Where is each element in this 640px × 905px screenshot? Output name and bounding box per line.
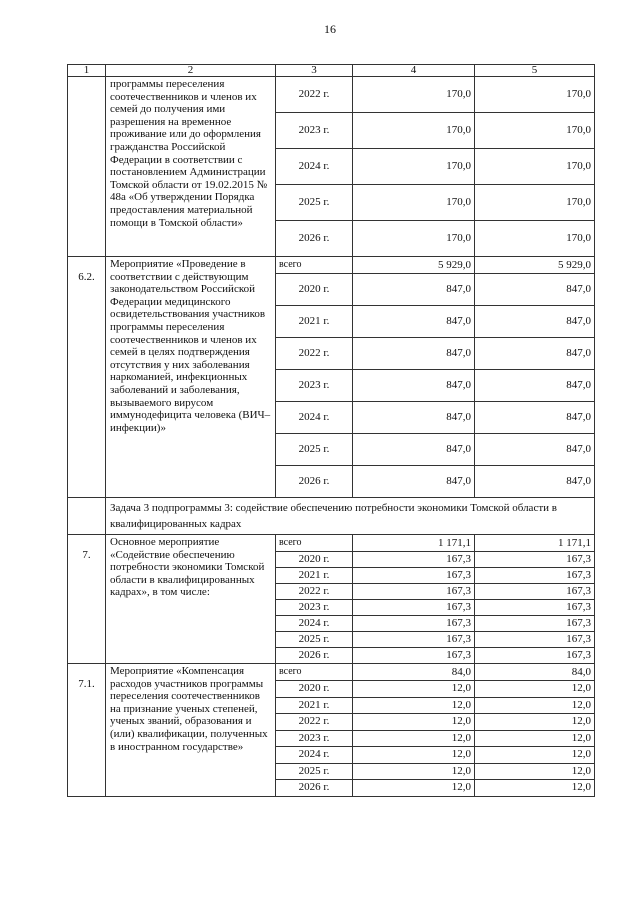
amount-col5: 170,0 xyxy=(475,185,595,221)
item-number: 7.1. xyxy=(68,664,106,797)
task-number-cell xyxy=(68,498,106,535)
period-cell: 2022 г. xyxy=(276,77,353,113)
period-cell: 2023 г. xyxy=(276,600,353,616)
item-description: программы переселения соотечественников и членов их семей до получения ими разрешения на временное проживание или до оформления гражданства Российской Федерации в соответствии с постановлением Администрации Томской области от 19.02.2015 № 48а «Об утверждении Порядка предоставления материальной помощи в Томской области» xyxy=(106,77,276,257)
table-body xyxy=(68,65,595,797)
page-number: 16 xyxy=(324,22,336,36)
amount-col4: 847,0 xyxy=(353,274,475,306)
period-cell: 2020 г. xyxy=(276,681,353,698)
item-number: 6.2. xyxy=(68,257,106,498)
amount-col4: 170,0 xyxy=(353,113,475,149)
amount-col4: 847,0 xyxy=(353,370,475,402)
period-cell: 2022 г. xyxy=(276,584,353,600)
amount-col5: 167,3 xyxy=(475,568,595,584)
amount-col4: 847,0 xyxy=(353,434,475,466)
amount-col5: 12,0 xyxy=(475,763,595,780)
header-col-2: 2 xyxy=(106,65,276,77)
amount-col5: 12,0 xyxy=(475,697,595,714)
period-cell: 2024 г. xyxy=(276,747,353,764)
period-cell: 2022 г. xyxy=(276,714,353,731)
amount-col5: 167,3 xyxy=(475,616,595,632)
amount-col5: 12,0 xyxy=(475,747,595,764)
amount-col4: 847,0 xyxy=(353,402,475,434)
amount-col4: 12,0 xyxy=(353,780,475,797)
period-cell: 2021 г. xyxy=(276,306,353,338)
item-description: Мероприятие «Компенсация расходов участников программы переселения соотечественников на признание ученых степеней, ученых званий, образования и (или) квалификации, полученных в иностранном государстве» xyxy=(106,664,276,797)
amount-col5: 847,0 xyxy=(475,338,595,370)
period-cell: 2021 г. xyxy=(276,568,353,584)
period-cell: 2024 г. xyxy=(276,616,353,632)
header-col-1: 1 xyxy=(68,65,106,77)
period-cell: 2024 г. xyxy=(276,402,353,434)
task-title: Задача 3 подпрограммы 3: содействие обеспечению потребности экономики Томской области в квалифицированных кадрах xyxy=(106,498,595,535)
amount-col4: 12,0 xyxy=(353,697,475,714)
amount-col4: 167,3 xyxy=(353,584,475,600)
amount-col5: 12,0 xyxy=(475,780,595,797)
amount-col5: 167,3 xyxy=(475,648,595,664)
header-col-5: 5 xyxy=(475,65,595,77)
header-col-4: 4 xyxy=(353,65,475,77)
period-cell: 2026 г. xyxy=(276,780,353,797)
period-cell: 2025 г. xyxy=(276,185,353,221)
period-cell: 2026 г. xyxy=(276,221,353,257)
item-description: Основное мероприятие «Содействие обеспечению потребности экономики Томской области в квалифицированных кадрах», в том числе: xyxy=(106,535,276,664)
amount-col5: 170,0 xyxy=(475,221,595,257)
amount-col4: 167,3 xyxy=(353,632,475,648)
period-cell: всего xyxy=(276,257,353,274)
amount-col4: 847,0 xyxy=(353,306,475,338)
period-cell: 2020 г. xyxy=(276,274,353,306)
period-cell: 2023 г. xyxy=(276,730,353,747)
amount-col5: 847,0 xyxy=(475,370,595,402)
amount-col5: 167,3 xyxy=(475,600,595,616)
amount-col5: 12,0 xyxy=(475,681,595,698)
amount-col5: 847,0 xyxy=(475,274,595,306)
amount-col4: 167,3 xyxy=(353,616,475,632)
amount-col5: 167,3 xyxy=(475,632,595,648)
task-row xyxy=(68,498,595,535)
amount-col4: 5 929,0 xyxy=(353,257,475,274)
amount-col4: 170,0 xyxy=(353,185,475,221)
header-row xyxy=(68,65,595,77)
total-row xyxy=(68,664,595,681)
amount-col5: 84,0 xyxy=(475,664,595,681)
period-cell: 2025 г. xyxy=(276,632,353,648)
amount-col4: 12,0 xyxy=(353,714,475,731)
amount-col5: 847,0 xyxy=(475,466,595,498)
period-cell: 2023 г. xyxy=(276,370,353,402)
amount-col5: 12,0 xyxy=(475,714,595,731)
total-row xyxy=(68,257,595,274)
amount-col5: 167,3 xyxy=(475,584,595,600)
item-number: 7. xyxy=(68,535,106,664)
amount-col4: 170,0 xyxy=(353,77,475,113)
amount-col5: 847,0 xyxy=(475,434,595,466)
amount-col5: 170,0 xyxy=(475,149,595,185)
amount-col4: 84,0 xyxy=(353,664,475,681)
amount-col4: 167,3 xyxy=(353,568,475,584)
amount-col4: 170,0 xyxy=(353,221,475,257)
amount-col5: 847,0 xyxy=(475,402,595,434)
amount-col5: 167,3 xyxy=(475,552,595,568)
period-cell: всего xyxy=(276,535,353,552)
amount-col5: 170,0 xyxy=(475,113,595,149)
period-cell: всего xyxy=(276,664,353,681)
amount-col4: 847,0 xyxy=(353,338,475,370)
amount-col4: 167,3 xyxy=(353,648,475,664)
year-row xyxy=(68,77,595,113)
amount-col4: 12,0 xyxy=(353,747,475,764)
amount-col5: 5 929,0 xyxy=(475,257,595,274)
amount-col5: 1 171,1 xyxy=(475,535,595,552)
amount-col4: 847,0 xyxy=(353,466,475,498)
period-cell: 2021 г. xyxy=(276,697,353,714)
item-number xyxy=(68,77,106,257)
period-cell: 2025 г. xyxy=(276,763,353,780)
period-cell: 2022 г. xyxy=(276,338,353,370)
amount-col4: 12,0 xyxy=(353,681,475,698)
item-description: Мероприятие «Проведение в соответствии с действующим законодательством Российской Федерации медицинского освидетельствования участников программы переселения соотечественников и членов их семей в целях подтверждения отсутствия у них заболевания наркоманией, инфекционных заболеваний и заболевания, вызываемого вирусом иммунодефицита человека (ВИЧ–инфекции)» xyxy=(106,257,276,498)
period-cell: 2026 г. xyxy=(276,648,353,664)
header-col-3: 3 xyxy=(276,65,353,77)
amount-col5: 12,0 xyxy=(475,730,595,747)
amount-col4: 1 171,1 xyxy=(353,535,475,552)
period-cell: 2026 г. xyxy=(276,466,353,498)
total-row xyxy=(68,535,595,552)
amount-col5: 847,0 xyxy=(475,306,595,338)
budget-table xyxy=(67,64,595,797)
period-cell: 2025 г. xyxy=(276,434,353,466)
amount-col5: 170,0 xyxy=(475,77,595,113)
period-cell: 2024 г. xyxy=(276,149,353,185)
amount-col4: 167,3 xyxy=(353,552,475,568)
period-cell: 2023 г. xyxy=(276,113,353,149)
amount-col4: 167,3 xyxy=(353,600,475,616)
amount-col4: 170,0 xyxy=(353,149,475,185)
amount-col4: 12,0 xyxy=(353,763,475,780)
amount-col4: 12,0 xyxy=(353,730,475,747)
period-cell: 2020 г. xyxy=(276,552,353,568)
